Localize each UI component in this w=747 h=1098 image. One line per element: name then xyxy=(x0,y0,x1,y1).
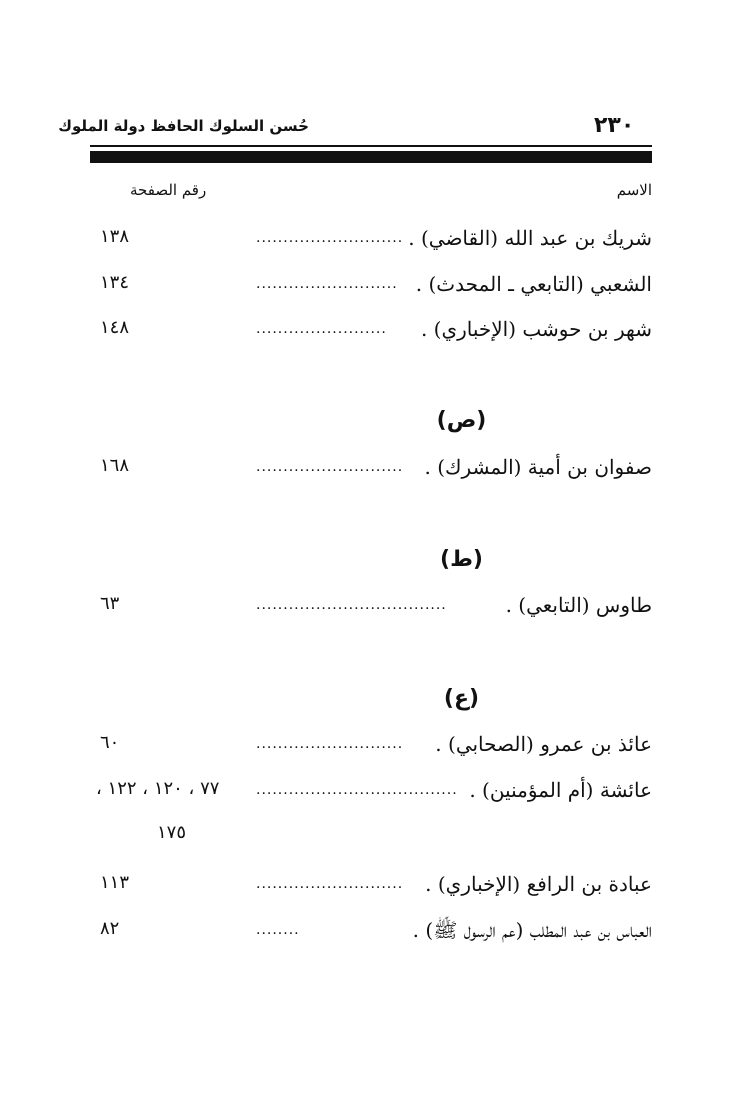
running-header-title: حُسن السلوك الحافظ دولة الملوك xyxy=(58,117,309,135)
section-heading-ta: (ط) xyxy=(440,547,483,572)
entry-name: عائشة (أم المؤمنين) . xyxy=(469,778,652,802)
entry-pages: ٧٧ ، ١٢٠ ، ١٢٢ ، xyxy=(96,778,220,799)
entry-pages: ٦٣ xyxy=(100,593,120,614)
entry-pages: ١١٣ xyxy=(100,872,130,893)
entry-leader-dots: ..................................... xyxy=(256,782,458,798)
entry-leader-dots: ........ xyxy=(256,922,300,938)
column-heading-page: رقم الصفحة xyxy=(130,181,207,199)
entry-name: الشعبي (التابعي ـ المحدث) . xyxy=(415,272,652,296)
entry-pages: ١٤٨ xyxy=(100,317,130,338)
header-rule-thin xyxy=(90,145,652,147)
index-entry xyxy=(0,872,747,902)
entry-leader-dots: ........................... xyxy=(256,876,404,892)
entry-pages: ١٦٨ xyxy=(100,455,130,476)
entry-name: شريك بن عبد الله (القاضي) . xyxy=(408,226,652,250)
entry-pages: ٦٠ xyxy=(100,732,120,753)
index-entry xyxy=(0,226,747,256)
entry-pages: ١٣٤ xyxy=(100,272,130,293)
index-entry xyxy=(0,593,747,623)
index-entry xyxy=(0,778,747,808)
entry-leader-dots: ................................... xyxy=(256,597,447,613)
entry-name: عائذ بن عمرو (الصحابي) . xyxy=(435,732,652,756)
index-entry xyxy=(0,455,747,485)
entry-leader-dots: ........................... xyxy=(256,459,404,475)
index-entry xyxy=(0,272,747,302)
entry-name: طاوس (التابعي) . xyxy=(505,593,652,617)
entry-leader-dots: ........................... xyxy=(256,736,404,752)
section-heading-sad: (ص) xyxy=(436,408,487,433)
section-heading-ain: (ع) xyxy=(443,686,480,711)
entry-pages: ٨٢ xyxy=(100,918,120,939)
page-number: ٢٣٠ xyxy=(594,113,635,138)
entry-name: شهر بن حوشب (الإخباري) . xyxy=(420,317,652,341)
entry-name: عبادة بن الرافع (الإخباري) . xyxy=(425,872,652,896)
index-entry xyxy=(0,317,747,347)
header-rule xyxy=(90,151,652,163)
entry-name: صفوان بن أمية (المشرك) . xyxy=(424,455,652,479)
entry-leader-dots: ........................ xyxy=(256,321,387,337)
entry-leader-dots: .......................... xyxy=(256,276,398,292)
index-entry xyxy=(0,732,747,762)
entry-leader-dots: ........................... xyxy=(256,230,404,246)
entry-name: العباس بن عبد المطلب (عم الرسول ﷺ) . xyxy=(412,918,652,942)
entry-pages-continued: ١٧٥ xyxy=(157,822,187,843)
entry-pages: ١٣٨ xyxy=(100,226,130,247)
column-heading-name: الاسم xyxy=(616,181,652,199)
index-entry xyxy=(0,918,747,948)
